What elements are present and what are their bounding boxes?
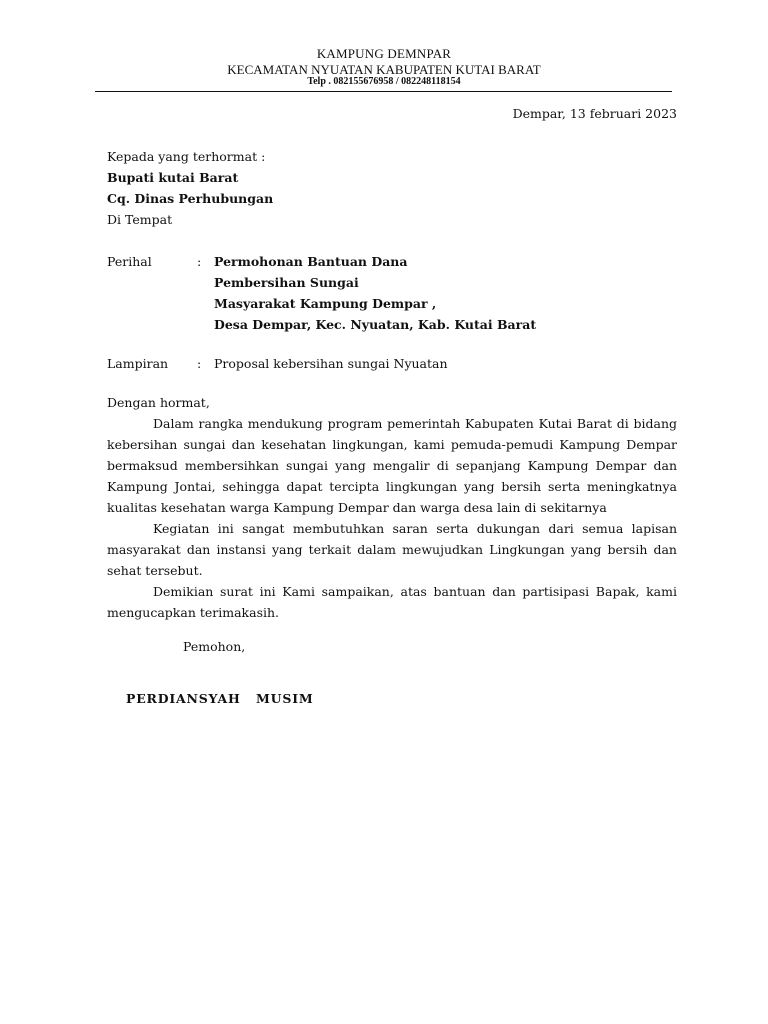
letterhead-org: KAMPUNG DEMNPAR (316, 46, 452, 61)
letterhead-divider (95, 91, 672, 92)
body-paragraph: Demikian surat ini Kami sampaikan, atas bantuan dan partisipasi Bapak, kami mengucapkan terimakasih. (107, 584, 677, 620)
letterhead-district: KECAMATAN NYUATAN KABUPATEN KUTAI BARAT (227, 62, 541, 77)
body-paragraph: Dalam rangka mendukung program pemerintah Kabupaten Kutai Barat di bidang kebersihan sungai dan kesehatan lingkungan, kami pemuda-pemudi Kampung Dempar bermaksud membersihkan sungai yang mengalir di sepanjang Kampung Dempar dan Kampung Jontai, sehingga dapat tercipta lingkungan yang bersih serta meningkatnya kualitas kesehatan warga Kampung Dempar dan warga desa lain di sekitarnya (107, 416, 677, 515)
closing-label: Pemohon, (183, 639, 246, 654)
recipient-greeting: Kepada yang terhormat : (107, 149, 266, 164)
subject-line: Masyarakat Kampung Dempar , (214, 296, 437, 311)
body-paragraph: Kegiatan ini sangat membutuhkan saran serta dukungan dari semua lapisan masyarakat dan instansi yang terkait dalam mewujudkan Lingkungan yang bersih dan sehat tersebut. (107, 521, 677, 578)
subject-line: Permohonan Bantuan Dana (214, 254, 408, 269)
salutation: Dengan hormat, (107, 395, 210, 410)
letter-date: Dempar, 13 februari 2023 (512, 106, 677, 121)
attachment-label: Lampiran (107, 356, 169, 371)
subject-line: Pembersihan Sungai (214, 275, 359, 290)
subject-line: Desa Dempar, Kec. Nyuatan, Kab. Kutai Barat (214, 317, 537, 332)
signatory-name: PERDIANSYAH MUSIM (126, 691, 314, 706)
recipient-place: Di Tempat (107, 212, 173, 227)
letterhead-phone: Telp . 082155676958 / 082248118154 (307, 76, 461, 87)
recipient-name: Bupati kutai Barat (107, 170, 239, 185)
recipient-cq: Cq. Dinas Perhubungan (107, 191, 274, 206)
attachment-colon: : (197, 356, 202, 371)
attachment-value: Proposal kebersihan sungai Nyuatan (214, 356, 448, 371)
letter-body (107, 413, 677, 623)
subject-label: Perihal (107, 254, 152, 269)
subject-colon: : (197, 254, 202, 269)
